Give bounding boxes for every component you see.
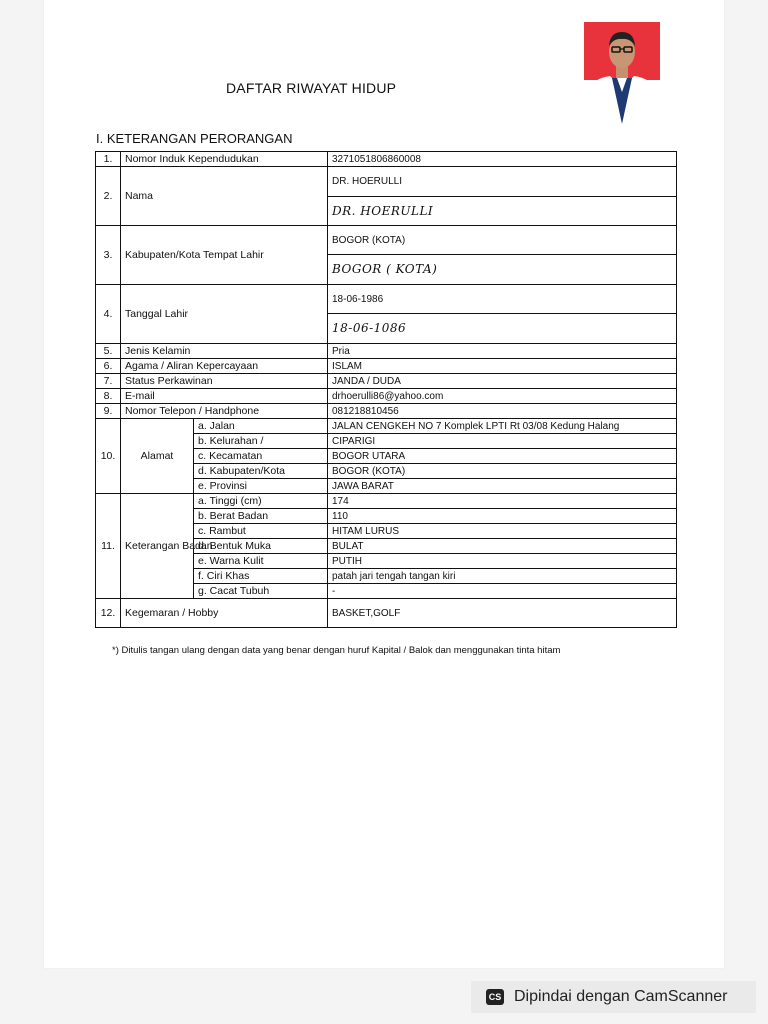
sub-field-value: HITAM LURUS bbox=[328, 524, 677, 539]
field-value: drhoerulli86@yahoo.com bbox=[328, 389, 677, 404]
field-label: Kabupaten/Kota Tempat Lahir bbox=[121, 226, 328, 285]
table-row bbox=[96, 344, 677, 359]
sub-field-value: - bbox=[328, 584, 677, 599]
field-label: Nomor Telepon / Handphone bbox=[121, 404, 328, 419]
table-row bbox=[96, 167, 677, 197]
table-row bbox=[96, 226, 677, 255]
table-row bbox=[96, 152, 677, 167]
sub-field-label: g. Cacat Tubuh bbox=[194, 584, 328, 599]
field-label: Keterangan Badan bbox=[121, 494, 194, 599]
sub-field-value: patah jari tengah tangan kiri bbox=[328, 569, 677, 584]
handwritten-value: BOGOR ( KOTA) bbox=[328, 255, 677, 285]
row-number: 2. bbox=[96, 167, 121, 226]
sub-field-label: d. Bentuk Muka bbox=[194, 539, 328, 554]
table-row bbox=[96, 359, 677, 374]
sub-field-value: BULAT bbox=[328, 539, 677, 554]
sub-field-label: c. Rambut bbox=[194, 524, 328, 539]
sub-field-value: 110 bbox=[328, 509, 677, 524]
table-row bbox=[96, 494, 677, 509]
row-number: 7. bbox=[96, 374, 121, 389]
sub-field-value: JALAN CENGKEH NO 7 Komplek LPTI Rt 03/08 Kedung Halang bbox=[328, 419, 677, 434]
row-number: 8. bbox=[96, 389, 121, 404]
field-value: DR. HOERULLI bbox=[328, 167, 677, 197]
row-number: 6. bbox=[96, 359, 121, 374]
row-number: 9. bbox=[96, 404, 121, 419]
field-label: Jenis Kelamin bbox=[121, 344, 328, 359]
profile-photo bbox=[584, 22, 660, 122]
field-value: BASKET,GOLF bbox=[328, 599, 677, 628]
field-value: JANDA / DUDA bbox=[328, 374, 677, 389]
sub-field-label: e. Provinsi bbox=[194, 479, 328, 494]
table-row bbox=[96, 419, 677, 434]
field-value: ISLAM bbox=[328, 359, 677, 374]
sub-field-label: d. Kabupaten/Kota bbox=[194, 464, 328, 479]
document-title: DAFTAR RIWAYAT HIDUP bbox=[226, 80, 397, 96]
sub-field-label: e. Warna Kulit bbox=[194, 554, 328, 569]
row-number: 5. bbox=[96, 344, 121, 359]
personal-info-table bbox=[95, 151, 677, 628]
sub-field-label: a. Tinggi (cm) bbox=[194, 494, 328, 509]
scanner-watermark-text: Dipindai dengan CamScanner bbox=[514, 988, 728, 1005]
table-row bbox=[96, 599, 677, 628]
field-value: 081218810456 bbox=[328, 404, 677, 419]
section-title: I. KETERANGAN PERORANGAN bbox=[96, 131, 293, 146]
table-row bbox=[96, 285, 677, 314]
sub-field-label: b. Berat Badan bbox=[194, 509, 328, 524]
field-label: E-mail bbox=[121, 389, 328, 404]
sub-field-value: 174 bbox=[328, 494, 677, 509]
sub-field-label: b. Kelurahan / bbox=[194, 434, 328, 449]
field-label: Agama / Aliran Kepercayaan bbox=[121, 359, 328, 374]
field-value: 18-06-1986 bbox=[328, 285, 677, 314]
sub-field-value: CIPARIGI bbox=[328, 434, 677, 449]
sub-field-label: f. Ciri Khas bbox=[194, 569, 328, 584]
field-value: Pria bbox=[328, 344, 677, 359]
table-row bbox=[96, 374, 677, 389]
row-number: 12. bbox=[96, 599, 121, 628]
handwritten-value: 18-06-1086 bbox=[328, 314, 677, 344]
field-label: Nama bbox=[121, 167, 328, 226]
table-row bbox=[96, 389, 677, 404]
field-label: Alamat bbox=[121, 419, 194, 494]
row-number: 10. bbox=[96, 419, 121, 494]
row-number: 4. bbox=[96, 285, 121, 344]
camscanner-logo-icon: CS bbox=[486, 989, 504, 1005]
field-label: Nomor Induk Kependudukan bbox=[121, 152, 328, 167]
field-label: Kegemaran / Hobby bbox=[121, 599, 328, 628]
row-number: 11. bbox=[96, 494, 121, 599]
row-number: 1. bbox=[96, 152, 121, 167]
sub-field-value: BOGOR (KOTA) bbox=[328, 464, 677, 479]
sub-field-value: BOGOR UTARA bbox=[328, 449, 677, 464]
field-value: 3271051806860008 bbox=[328, 152, 677, 167]
sub-field-label: a. Jalan bbox=[194, 419, 328, 434]
table-row bbox=[96, 404, 677, 419]
field-value: BOGOR (KOTA) bbox=[328, 226, 677, 255]
sub-field-value: PUTIH bbox=[328, 554, 677, 569]
row-number: 3. bbox=[96, 226, 121, 285]
sub-field-value: JAWA BARAT bbox=[328, 479, 677, 494]
field-label: Status Perkawinan bbox=[121, 374, 328, 389]
footnote: *) Ditulis tangan ulang dengan data yang benar dengan huruf Kapital / Balok dan menggunakan tinta hitam bbox=[112, 645, 561, 656]
handwritten-value: DR. HOERULLI bbox=[328, 197, 677, 226]
sub-field-label: c. Kecamatan bbox=[194, 449, 328, 464]
field-label: Tanggal Lahir bbox=[121, 285, 328, 344]
scanner-watermark bbox=[471, 981, 756, 1013]
